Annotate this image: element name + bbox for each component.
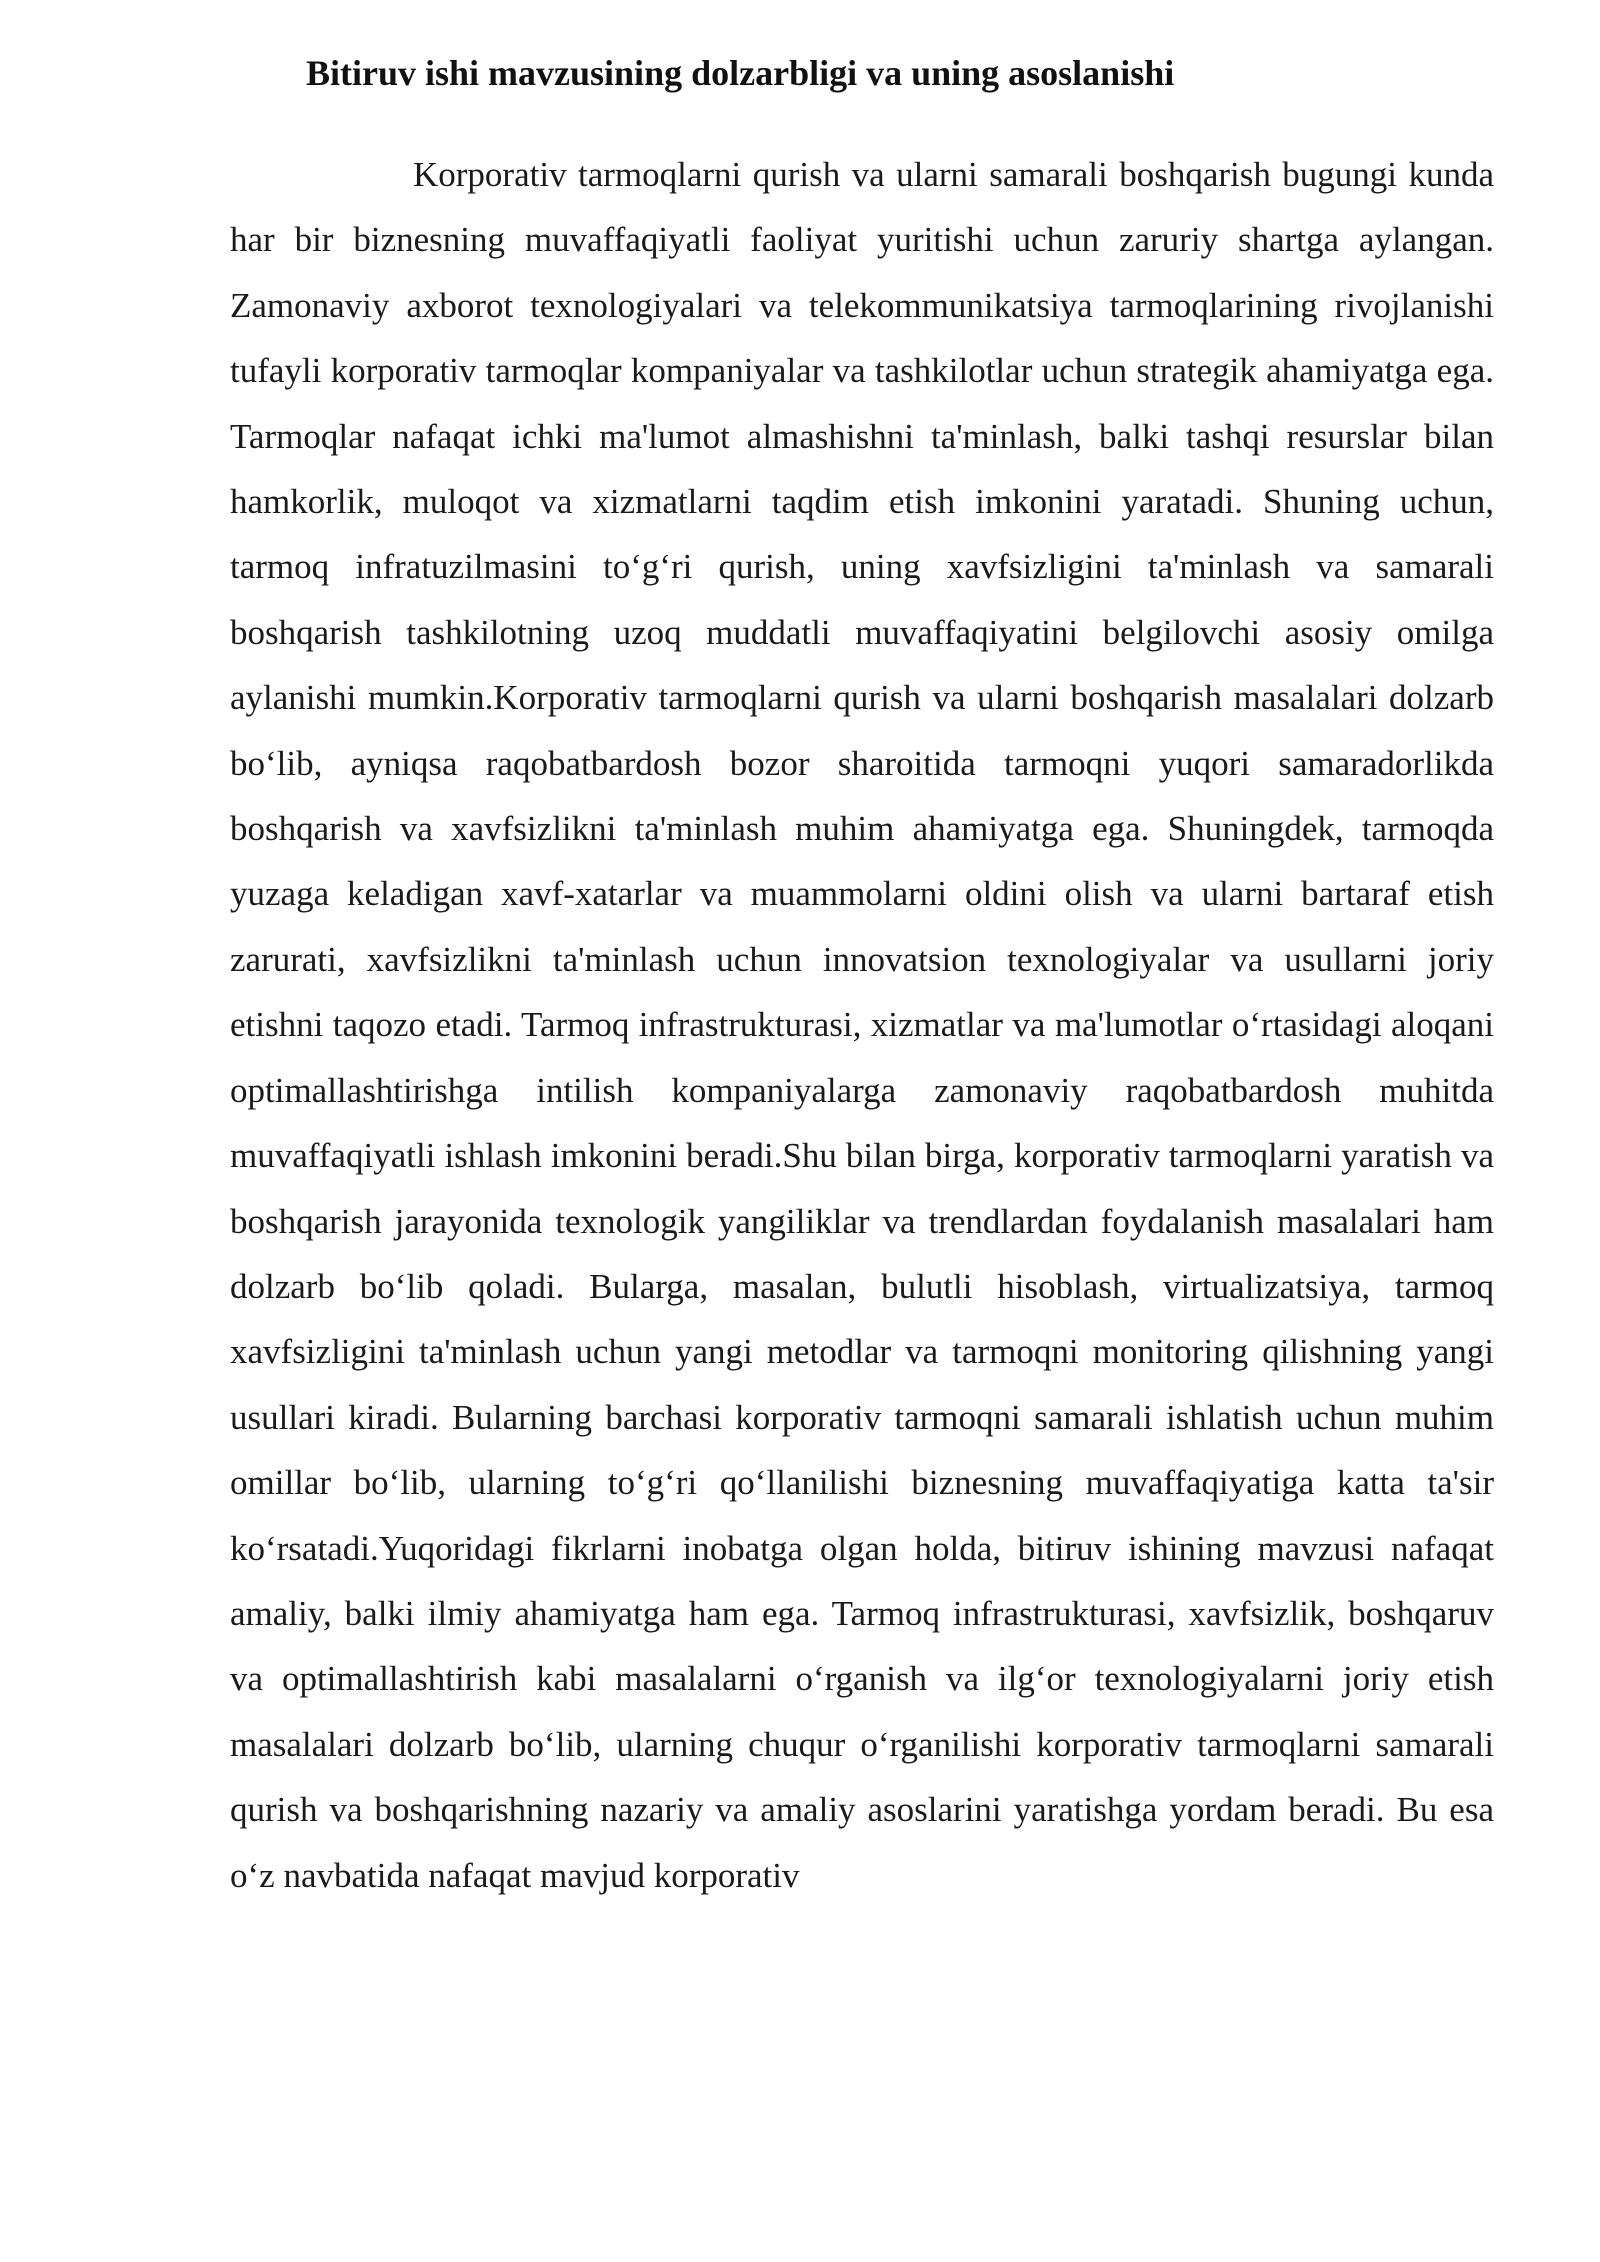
body-paragraph: Korporativ tarmoqlarni qurish va ularni samarali boshqarish bugungi kunda har bir biznesning muvaffaqiyatli faoliyat yuritishi uchun zaruriy shartga aylangan. Zamonaviy axborot texnologiyalari va telekommunikatsiya tarmoqlarining rivojlanishi tufayli korporativ tarmoqlar kompaniyalar va tashkilotlar uchun strategik ahamiyatga ega. Tarmoqlar nafaqat ichki ma'lumot almashishni ta'minlash, balki tashqi resurslar bilan hamkorlik, muloqot va xizmatlarni taqdim etish imkonini yaratadi. Shuning uchun, tarmoq infratuzilmasini to‘g‘ri qurish, uning xavfsizligini ta'minlash va samarali boshqarish tashkilotning uzoq muddatli muvaffaqiyatini belgilovchi asosiy omilga aylanishi mumkin.Korporativ tarmoqlarni qurish va ularni boshqarish masalalari dolzarb bo‘lib, ayniqsa raqobatbardosh bozor sharoitida tarmoqni yuqori samaradorlikda boshqarish va xavfsizlikni ta'minlash muhim ahamiyatga ega. Shuningdek, tarmoqda yuzaga keladigan xavf-xatarlar va muammolarni oldini olish va ularni bartaraf etish zarurati, xavfsizlikni ta'minlash uchun innovatsion texnologiyalar va usullarni joriy etishni taqozo etadi. Tarmoq infrastrukturasi, xizmatlar va ma'lumotlar o‘rtasidagi aloqani optimallashtirishga intilish kompaniyalarga zamonaviy raqobatbardosh muhitda muvaffaqiyatli ishlash imkonini beradi.Shu bilan birga, korporativ tarmoqlarni yaratish va boshqarish jarayonida texnologik yangiliklar va trendlardan foydalanish masalalari ham dolzarb bo‘lib qoladi. Bularga, masalan, bulutli hisoblash, virtualizatsiya, tarmoq xavfsizligini ta'minlash uchun yangi metodlar va tarmoqni monitoring qilishning yangi usullari kiradi. Bularning barchasi korporativ tarmoqni samarali ishlatish uchun muhim omillar bo‘lib, ularning to‘g‘ri qo‘llanilishi biznesning muvaffaqiyatiga katta ta'sir ko‘rsatadi.Yuqoridagi fikrlarni inobatga olgan holda, bitiruv ishining mavzusi nafaqat amaliy, balki ilmiy ahamiyatga ham ega. Tarmoq infrastrukturasi, xavfsizlik, boshqaruv va optimallashtirish kabi masalalarni o‘rganish va ilg‘or texnologiyalarni joriy etish masalalari dolzarb bo‘lib, ularning chuqur o‘rganilishi korporativ tarmoqlarni samarali qurish va boshqarishning nazariy va amaliy asoslarini yaratishga yordam beradi. Bu esa o‘z navbatida nafaqat mavjud korporativ bbox=[230, 155, 1494, 1895]
page-title: Bitiruv ishi mavzusining dolzarbligi va uning asoslanishi bbox=[306, 53, 1175, 93]
